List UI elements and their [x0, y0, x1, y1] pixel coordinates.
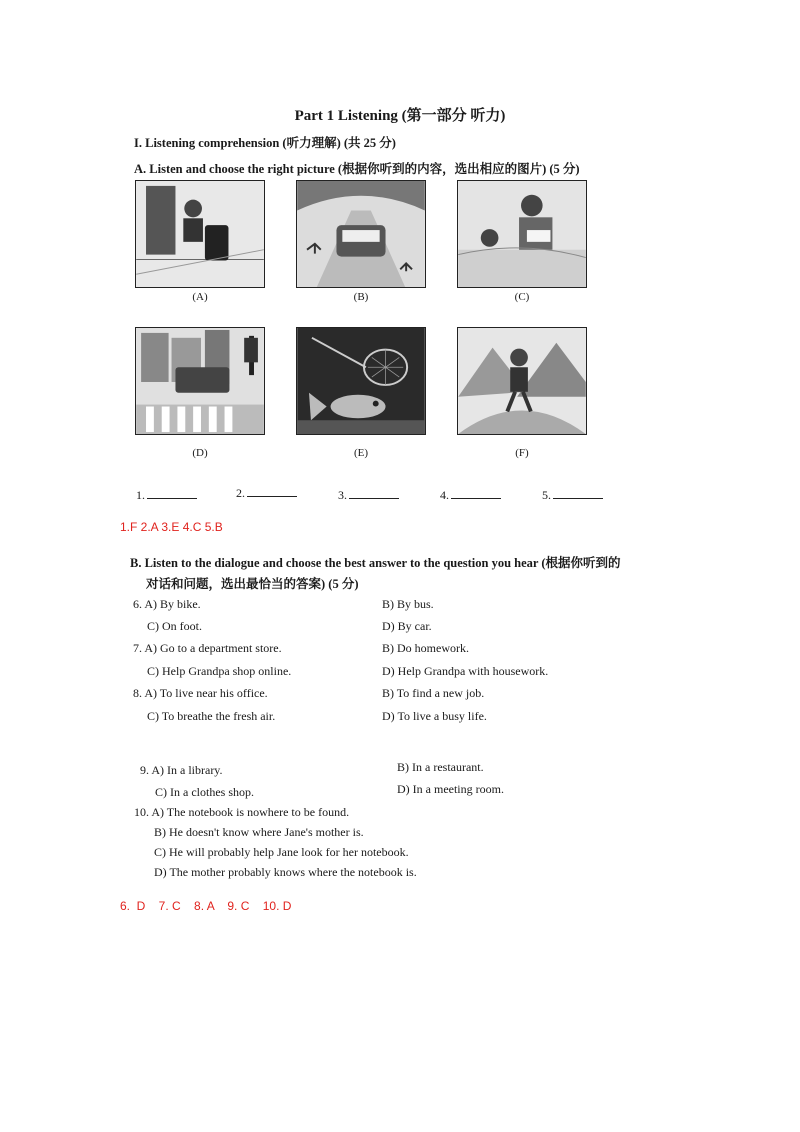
picture-c-label: (C)	[514, 291, 530, 303]
q9-option-d[interactable]: D) In a meeting room.	[397, 782, 504, 796]
picture-d	[135, 327, 265, 435]
picture-b-label: (B)	[353, 291, 369, 303]
q9-option-b[interactable]: B) In a restaurant.	[397, 760, 484, 774]
q6-option-a[interactable]: 6. A) By bike.	[133, 597, 201, 611]
q6-option-d[interactable]: D) By car.	[382, 619, 432, 633]
q8-option-a[interactable]: 8. A) To live near his office.	[133, 686, 268, 700]
picture-e-label: (E)	[353, 447, 369, 459]
picture-a-label: (A)	[192, 291, 208, 303]
answer-blank-3[interactable]	[338, 488, 399, 503]
q6-option-c[interactable]: C) On foot.	[147, 619, 202, 633]
answer-blank-2[interactable]	[236, 486, 297, 501]
section-b-title-line-2: 对话和问题，选出最恰当的答案) (5 分)	[146, 577, 359, 591]
boy-hiking-mountain-picture	[458, 328, 586, 434]
picture-a	[135, 180, 265, 288]
q6-option-b[interactable]: B) By bus.	[382, 597, 434, 611]
boy-with-suitcase-picture	[136, 181, 264, 287]
section-a-title: A. Listen and choose the right picture (根据你听到的内容，选出相应的图片) (5 分)	[134, 162, 580, 176]
answer-blank-1[interactable]	[136, 488, 197, 503]
section-1-title: I. Listening comprehension (听力理解) (共 25 分)	[134, 136, 396, 150]
q9-option-c[interactable]: C) In a clothes shop.	[155, 785, 254, 799]
q10-option-a[interactable]: 10. A) The notebook is nowhere to be found.	[134, 805, 350, 819]
blank-number: 1.	[136, 488, 145, 502]
blank-number: 3.	[338, 488, 347, 502]
q8-option-b[interactable]: B) To find a new job.	[382, 686, 485, 700]
section-b-title-line-1: B. Listen to the dialogue and choose the best answer to the question you hear (根据你听到的	[130, 556, 621, 570]
picture-e	[296, 327, 426, 435]
picture-c	[457, 180, 587, 288]
blank-number: 4.	[440, 488, 449, 502]
picture-f-label: (F)	[515, 447, 529, 459]
q10-option-b[interactable]: B) He doesn't know where Jane's mother is.	[154, 825, 364, 839]
answer-blank-5[interactable]	[542, 488, 603, 503]
fish-and-net-picture	[297, 328, 425, 434]
picture-d-label: (D)	[192, 447, 208, 459]
answer-blank-4[interactable]	[440, 488, 501, 503]
q7-option-b[interactable]: B) Do homework.	[382, 641, 469, 655]
blank-number: 2.	[236, 486, 245, 500]
q7-option-a[interactable]: 7. A) Go to a department store.	[133, 641, 282, 655]
street-crossing-bus-picture	[136, 328, 264, 434]
q9-option-a[interactable]: 9. A) In a library.	[140, 763, 223, 777]
picture-b	[296, 180, 426, 288]
q10-option-d[interactable]: D) The mother probably knows where the notebook is.	[154, 865, 417, 879]
father-reading-to-child-picture	[458, 181, 586, 287]
part-title: Part 1 Listening (第一部分 听力)	[294, 108, 506, 124]
q10-option-c[interactable]: C) He will probably help Jane look for her notebook.	[154, 845, 409, 859]
answers-section-b: 6. D 7. C 8. A 9. C 10. D	[120, 899, 292, 913]
q7-option-d[interactable]: D) Help Grandpa with housework.	[382, 664, 549, 678]
blank-number: 5.	[542, 488, 551, 502]
q7-option-c[interactable]: C) Help Grandpa shop online.	[147, 664, 292, 678]
q8-option-d[interactable]: D) To live a busy life.	[382, 709, 487, 723]
answers-section-a: 1.F 2.A 3.E 4.C 5.B	[120, 520, 223, 534]
q8-option-c[interactable]: C) To breathe the fresh air.	[147, 709, 276, 723]
car-on-road-with-deer-picture	[297, 181, 425, 287]
picture-f	[457, 327, 587, 435]
